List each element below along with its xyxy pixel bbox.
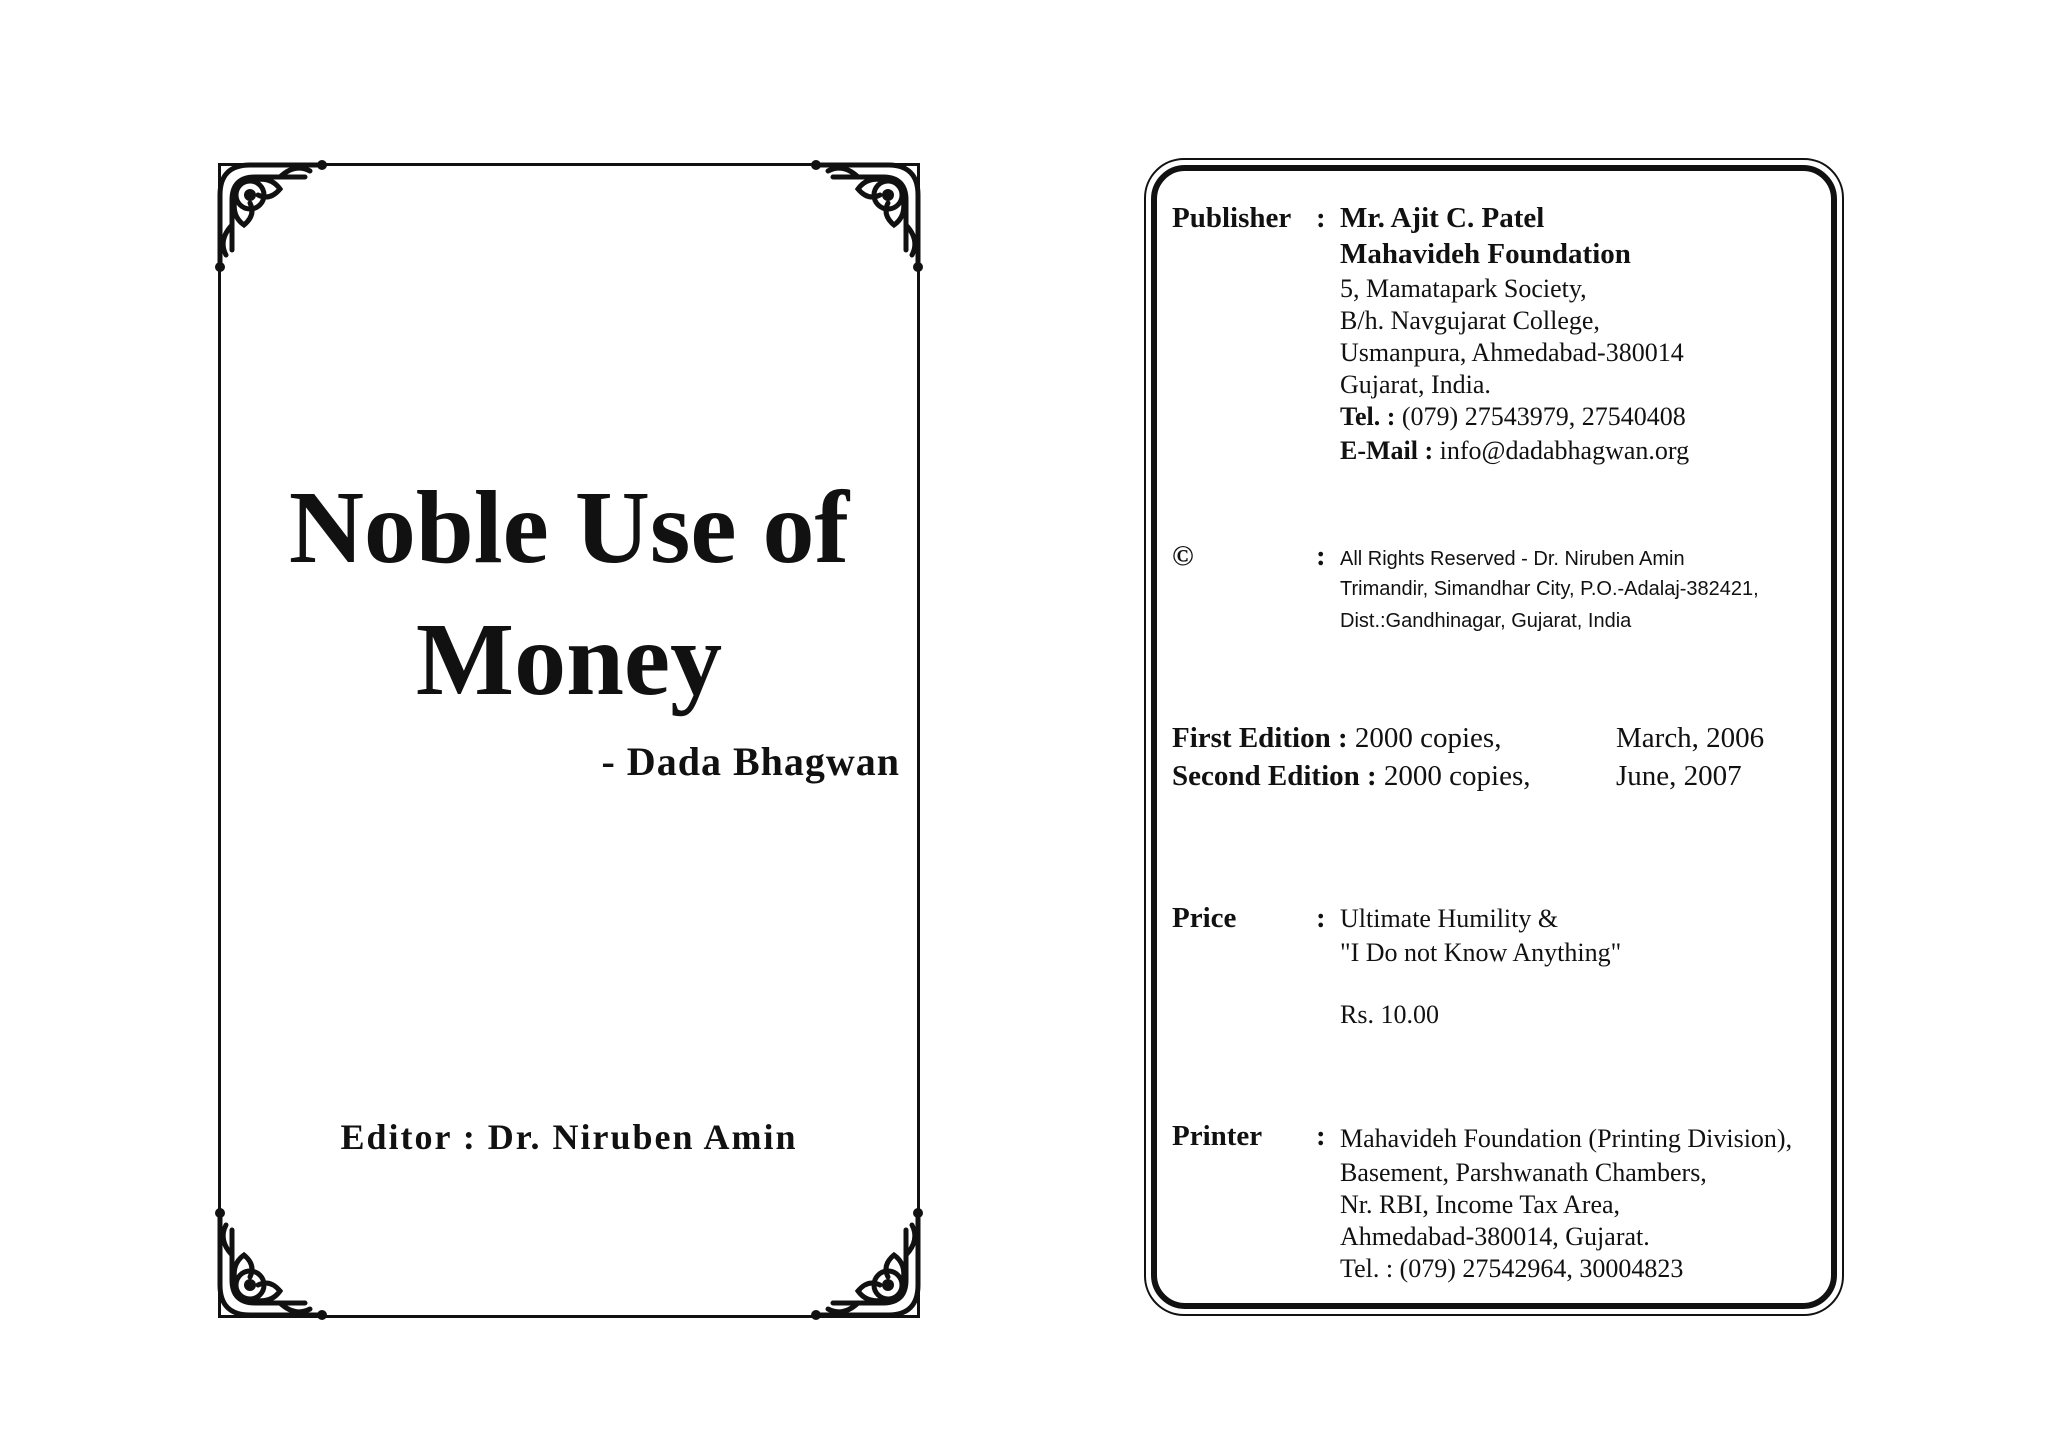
price-amount: Rs. 10.00 [1340, 1000, 1439, 1029]
edition-label: Second Edition : [1172, 760, 1377, 792]
printer-label: Printer [1172, 1120, 1263, 1152]
publisher-address-line: Gujarat, India. [1340, 370, 1491, 399]
edition-copies: 2000 copies, [1383, 760, 1531, 792]
publisher-tel-label: Tel. : [1340, 402, 1396, 431]
price-line: "I Do not Know Anything" [1340, 938, 1622, 967]
printer-line: Tel. : (079) 27542964, 30004823 [1340, 1254, 1684, 1283]
publisher-email-value: info@dadabhagwan.org [1439, 436, 1690, 465]
printer-line: Basement, Parshwanath Chambers, [1340, 1158, 1707, 1187]
edition-date: June, 2007 [1616, 760, 1742, 792]
publisher-address-line: B/h. Navgujarat College, [1340, 306, 1600, 335]
price-line: Ultimate Humility & [1340, 904, 1559, 933]
price-label: Price [1172, 902, 1237, 934]
ornament-icon [210, 1205, 330, 1325]
edition-row [1172, 760, 1531, 793]
printer-colon: : [1316, 1120, 1326, 1152]
publisher-address-line: Usmanpura, Ahmedabad-380014 [1340, 338, 1684, 367]
copyright-line: Dist.:Gandhinagar, Gujarat, India [1340, 610, 1632, 632]
edition-copies: 2000 copies, [1354, 722, 1502, 754]
ornament-corner-top-right [808, 155, 928, 275]
author-name: - Dada Bhagwan [601, 739, 900, 784]
price-colon: : [1316, 902, 1326, 934]
book-title-line-1: Noble Use of [288, 470, 850, 585]
edition-date: March, 2006 [1616, 722, 1765, 754]
publisher-tel [1340, 402, 1686, 432]
publisher-address-line: 5, Mamatapark Society, [1340, 274, 1587, 303]
copyright-symbol: © [1172, 540, 1194, 572]
edition-label: First Edition : [1172, 722, 1348, 754]
printer-line: Nr. RBI, Income Tax Area, [1340, 1190, 1621, 1219]
ornament-corner-bottom-right [808, 1205, 928, 1325]
book-title [218, 462, 920, 726]
book-title-line-2: Money [415, 602, 723, 717]
publisher-email-label: E-Mail : [1340, 436, 1434, 465]
copyright-line: All Rights Reserved - Dr. Niruben Amin [1340, 548, 1685, 570]
printer-line: Ahmedabad-380014, Gujarat. [1340, 1222, 1650, 1251]
publisher-tel-value: (079) 27543979, 27540408 [1401, 402, 1686, 431]
printer-line: Mahavideh Foundation (Printing Division), [1340, 1124, 1793, 1153]
ornament-icon [808, 1205, 928, 1325]
ornament-icon [808, 155, 928, 275]
ornament-corner-bottom-left [210, 1205, 330, 1325]
edition-row [1172, 722, 1501, 755]
editor-credit: Editor : Dr. Niruben Amin [340, 1117, 798, 1157]
ornament-corner-top-left [210, 155, 330, 275]
copyright-colon: : [1316, 540, 1326, 572]
publisher-name: Mr. Ajit C. Patel [1340, 202, 1545, 234]
publisher-colon: : [1316, 202, 1326, 234]
publisher-label: Publisher [1172, 202, 1292, 234]
copyright-line: Trimandir, Simandhar City, P.O.-Adalaj-382421, [1340, 578, 1759, 600]
ornament-icon [210, 155, 330, 275]
publisher-org: Mahavideh Foundation [1340, 238, 1631, 270]
publisher-email [1340, 436, 1689, 466]
